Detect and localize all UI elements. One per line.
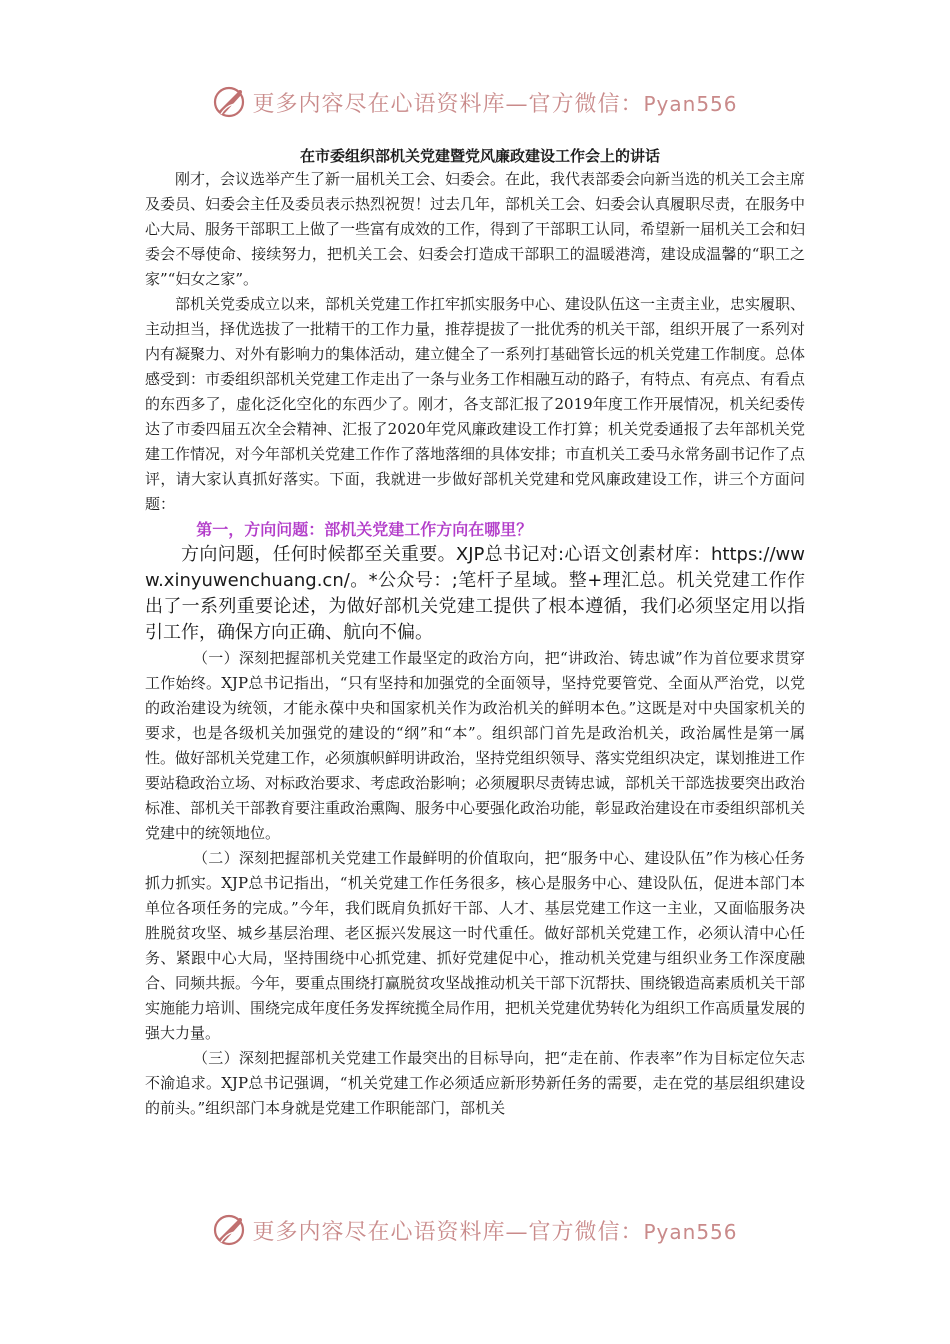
document-body bbox=[145, 145, 805, 1121]
paragraph-2: 部机关党委成立以来，部机关党建工作扛牢抓实服务中心、建设队伍这一主责主业，忠实履职、主动担当，择优选拔了一批精干的工作力量，推荐提拔了一批优秀的机关干部，组织开展了一系列对内有凝聚力、对外有影响力的集体活动，建立健全了一系列打基础管长远的机关党建工作制度。总体感受到：市委组织部机关党建工作走出了一条与业务工作相融互动的路子，有特点、有亮点、有看点的东西多了，虚化泛化空化的东西少了。刚才，各支部汇报了2019年度工作开展情况，机关纪委传达了市委四届五次全会精神、汇报了2020年党风廉政建设工作打算；机关党委通报了去年部机关党建工作情况，对今年部机关党建工作作了落地落细的具体安排；市直机关工委马永常务副书记作了点评，请大家认真抓好落实。下面，我就进一步做好部机关党建和党风廉政建设工作，讲三个方面问题： bbox=[145, 295, 806, 513]
banner-text: 更多内容尽在心语资料库—官方微信： bbox=[252, 91, 644, 117]
banner-wechat-id: Pyan556 bbox=[643, 1219, 738, 1244]
paragraph-1: 刚才，会议选举产生了新一届机关工会、妇委会。在此，我代表部委会向新当选的机关工会主席及委员、妇委会主任及委员表示热烈祝贺！过去几年，部机关工会、妇委会认真履职尽责，在服务中心大局、服务干部职工上做了一些富有成效的工作，得到了干部职工认同，希望新一届机关工会和妇委会不辱使命、接续努力，把机关工会、妇委会打造成干部职工的温暖港湾，建设成温馨的“职工之家”“妇女之家”。 bbox=[145, 170, 806, 288]
banner-wechat-id: Pyan556 bbox=[643, 91, 738, 116]
paragraph-3: 方向问题，任何时候都至关重要。XJP总书记对:心语文创素材库：https://www.xinyuwenchuang.cn/。*公众号：;笔杆子星域。整+理汇总。机关党建工作作出了一系列重要论述，为做好部机关党建工提供了根本遵循，我们必须坚定用以指引工作，确保方向正确、航向不偏。 bbox=[145, 544, 805, 643]
footer-banner bbox=[0, 1210, 950, 1250]
section-heading-1: 第一，方向问题：部机关党建工作方向在哪里？ bbox=[196, 520, 533, 539]
banner-text: 更多内容尽在心语资料库—官方微信： bbox=[252, 1219, 644, 1245]
header-banner bbox=[0, 82, 950, 122]
paragraph-5: （二）深刻把握部机关党建工作最鲜明的价值取向，把“服务中心、建设队伍”作为核心任务抓力抓实。XJP总书记指出，“机关党建工作任务很多，核心是服务中心、建设队伍，促进本部门本单位各项任务的完成。”今年，我们既肩负抓好干部、人才、基层党建工作这一主业，又面临服务决胜脱贫攻坚、城乡基层治理、老区振兴发展这一时代重任。做好部机关党建工作，必须认清中心任务、紧跟中心大局，坚持围绕中心抓党建、抓好党建促中心，推动机关党建与组织业务工作深度融合、同频共振。今年，要重点围绕打赢脱贫攻坚战推动机关干部下沉帮扶、围绕锻造高素质机关干部实施能力培训、围绕完成年度任务发挥统揽全局作用，把机关党建优势转化为组织工作高质量发展的强大力量。 bbox=[145, 849, 806, 1042]
paragraph-6: （三）深刻把握部机关党建工作最突出的目标导向，把“走在前、作表率”作为目标定位矢志不渝追求。XJP总书记强调，“机关党建工作必须适应新形势新任务的需要，走在党的基层组织建设的前头。”组织部门本身就是党建工作职能部门，部机关 bbox=[145, 1049, 805, 1117]
pen-logo-icon bbox=[212, 1212, 248, 1248]
document-title: 在市委组织部机关党建暨党风廉政建设工作会上的讲话 bbox=[299, 147, 660, 165]
paragraph-4: （一）深刻把握部机关党建工作最坚定的政治方向，把“讲政治、铸忠诚”作为首位要求贯穿工作始终。XJP总书记指出，“只有坚持和加强党的全面领导，坚持党要管党、全面从严治党，以党的政治建设为统领，才能永葆中央和国家机关作为政治机关的鲜明本色。”这既是对中央国家机关的要求，也是各级机关加强党的建设的“纲”和“本”。组织部门首先是政治机关，政治属性是第一属性。做好部机关党建工作，必须旗帜鲜明讲政治，坚持党组织领导、落实党组织决定，谋划推进工作要站稳政治立场、对标政治要求、考虑政治影响；必须履职尽责铸忠诚，部机关干部选拔要突出政治标准、部机关干部教育要注重政治熏陶、服务中心要强化政治功能，彰显政治建设在市委组织部机关党建中的统领地位。 bbox=[145, 649, 806, 842]
pen-logo-icon bbox=[212, 84, 248, 120]
